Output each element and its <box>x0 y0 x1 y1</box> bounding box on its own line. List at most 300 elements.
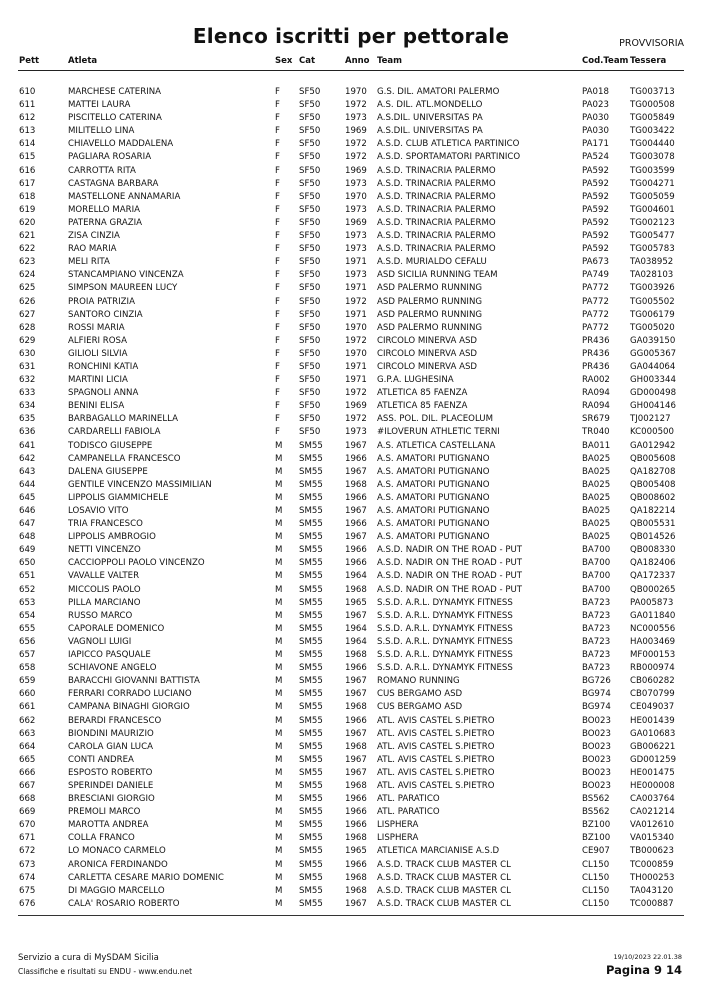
cell-anno: 1967 <box>345 610 367 621</box>
cell-team: A.S.D. TRINACRIA PALERMO <box>377 217 496 228</box>
cell-cat: SM55 <box>299 689 323 700</box>
cell-pett: 653 <box>19 597 36 608</box>
cell-cat: SM55 <box>299 807 323 818</box>
cell-cod-team: BA700 <box>582 584 611 595</box>
table-row <box>0 518 702 531</box>
cell-cod-team: CL150 <box>582 859 610 870</box>
cell-sex: F <box>275 231 280 242</box>
cell-anno: 1964 <box>345 623 367 634</box>
cell-pett: 672 <box>19 846 36 857</box>
table-row <box>0 296 702 309</box>
cell-atleta: ROSSI MARIA <box>68 322 125 333</box>
cell-tessera: CB060282 <box>630 676 675 687</box>
cell-pett: 636 <box>19 427 36 438</box>
cell-tessera: TG004601 <box>630 204 675 215</box>
cell-cod-team: BA025 <box>582 492 611 503</box>
cell-tessera: HE000008 <box>630 780 675 791</box>
cell-pett: 669 <box>19 807 36 818</box>
cell-atleta: BARACCHI GIOVANNI BATTISTA <box>68 676 200 687</box>
cell-cod-team: BS562 <box>582 794 610 805</box>
cell-cat: SM55 <box>299 479 323 490</box>
table-row <box>0 649 702 662</box>
cell-cat: SF50 <box>299 204 321 215</box>
cell-sex: F <box>275 335 280 346</box>
cell-team: S.S.D. A.R.L. DYNAMYK FITNESS <box>377 636 513 647</box>
col-header-cat: Cat <box>299 56 316 66</box>
cell-team: A.S.D. NADIR ON THE ROAD - PUT <box>377 558 523 569</box>
cell-cat: SF50 <box>299 270 321 281</box>
cell-tessera: TA028103 <box>630 270 674 281</box>
cell-team: G.P.A. LUGHESINA <box>377 375 454 386</box>
cell-pett: 627 <box>19 309 36 320</box>
status-label: PROVVISORIA <box>619 38 684 49</box>
cell-anno: 1967 <box>345 728 367 739</box>
cell-cod-team: BA700 <box>582 545 611 556</box>
table-row <box>0 610 702 623</box>
footer-datetime: 19/10/2023 22.01.38 <box>613 953 682 961</box>
cell-sex: M <box>275 741 283 752</box>
cell-sex: M <box>275 479 283 490</box>
cell-pett: 621 <box>19 231 36 242</box>
cell-team: ASS. POL. DIL. PLACEOLUM <box>377 414 494 425</box>
cell-pett: 618 <box>19 191 36 202</box>
table-row <box>0 531 702 544</box>
cell-cat: SM55 <box>299 584 323 595</box>
cell-atleta: CALA' ROSARIO ROBERTO <box>68 898 180 909</box>
cell-sex: F <box>275 296 280 307</box>
cell-atleta: GENTILE VINCENZO MASSIMILIAN <box>68 479 212 490</box>
cell-tessera: CA003764 <box>630 794 675 805</box>
cell-anno: 1973 <box>345 113 367 124</box>
cell-cat: SM55 <box>299 898 323 909</box>
col-header-atleta: Atleta <box>68 56 98 66</box>
cell-team: S.S.D. A.R.L. DYNAMYK FITNESS <box>377 597 513 608</box>
cell-team: ROMANO RUNNING <box>377 676 460 687</box>
cell-pett: 659 <box>19 676 36 687</box>
cell-atleta: MILITELLO LINA <box>68 126 135 137</box>
cell-pett: 628 <box>19 322 36 333</box>
cell-anno: 1968 <box>345 650 367 661</box>
cell-atleta: PISCITELLO CATERINA <box>68 113 162 124</box>
cell-pett: 670 <box>19 820 36 831</box>
cell-cat: SM55 <box>299 741 323 752</box>
cell-sex: M <box>275 519 283 530</box>
cell-cod-team: BA700 <box>582 571 611 582</box>
cell-cat: SM55 <box>299 558 323 569</box>
cell-team: A.S.D. MURIALDO CEFALU <box>377 257 487 268</box>
table-row <box>0 832 702 845</box>
cell-tessera: HE001439 <box>630 715 675 726</box>
cell-cod-team: BA025 <box>582 519 611 530</box>
cell-pett: 631 <box>19 361 36 372</box>
cell-atleta: PROIA PATRIZIA <box>68 296 135 307</box>
table-row <box>0 125 702 138</box>
cell-tessera: TG005059 <box>630 191 675 202</box>
cell-pett: 610 <box>19 87 36 97</box>
cell-pett: 648 <box>19 532 36 543</box>
cell-team: A.S. AMATORI PUTIGNANO <box>377 532 490 543</box>
cell-sex: M <box>275 859 283 870</box>
cell-sex: M <box>275 597 283 608</box>
table-row <box>0 112 702 125</box>
cell-atleta: ALFIERI ROSA <box>68 335 128 346</box>
table-row <box>0 256 702 269</box>
cell-cod-team: CL150 <box>582 885 610 896</box>
cell-pett: 668 <box>19 794 36 805</box>
cell-cod-team: PA592 <box>582 244 609 255</box>
cell-sex: F <box>275 204 280 215</box>
cell-atleta: CONTI ANDREA <box>68 754 134 765</box>
cell-sex: M <box>275 754 283 765</box>
table-row <box>0 309 702 322</box>
cell-team: G.S. DIL. AMATORI PALERMO <box>377 87 500 97</box>
cell-sex: M <box>275 846 283 857</box>
cell-tessera: QA172337 <box>630 571 676 582</box>
cell-team: S.S.D. A.R.L. DYNAMYK FITNESS <box>377 623 513 634</box>
cell-team: ASD PALERMO RUNNING <box>377 309 483 320</box>
cell-team: ASD SICILIA RUNNING TEAM <box>377 270 498 281</box>
cell-sex: F <box>275 244 280 255</box>
cell-tessera: QB014526 <box>630 532 676 543</box>
cell-anno: 1964 <box>345 571 367 582</box>
cell-tessera: HE001475 <box>630 767 675 778</box>
cell-pett: 615 <box>19 152 36 163</box>
cell-sex: M <box>275 676 283 687</box>
cell-tessera: TG005783 <box>630 244 675 255</box>
cell-atleta: VAVALLE VALTER <box>68 571 140 582</box>
cell-atleta: FERRARI CORRADO LUCIANO <box>68 689 192 700</box>
cell-atleta: SPAGNOLI ANNA <box>68 388 139 399</box>
cell-anno: 1971 <box>345 283 367 294</box>
table-row <box>0 898 702 911</box>
cell-pett: 645 <box>19 492 36 503</box>
table-row <box>0 754 702 767</box>
cell-sex: F <box>275 414 280 425</box>
cell-team: A.S.D. NADIR ON THE ROAD - PUT <box>377 584 523 595</box>
cell-atleta: MICCOLIS PAOLO <box>68 584 141 595</box>
cell-cod-team: BO023 <box>582 767 611 778</box>
cell-atleta: CARDARELLI FABIOLA <box>68 427 161 438</box>
cell-pett: 674 <box>19 872 36 883</box>
cell-atleta: ZISA CINZIA <box>68 231 120 242</box>
cell-pett: 629 <box>19 335 36 346</box>
cell-cod-team: RA002 <box>582 375 610 386</box>
cell-sex: F <box>275 217 280 228</box>
cell-anno: 1968 <box>345 780 367 791</box>
cell-atleta: LIPPOLIS AMBROGIO <box>68 532 156 543</box>
table-row <box>0 701 702 714</box>
table-row <box>0 217 702 230</box>
cell-pett: 644 <box>19 479 36 490</box>
cell-team: CIRCOLO MINERVA ASD <box>377 361 478 372</box>
cell-cat: SF50 <box>299 244 321 255</box>
cell-tessera: TG005020 <box>630 322 675 333</box>
cell-pett: 625 <box>19 283 36 294</box>
cell-team: A.S.D. TRINACRIA PALERMO <box>377 178 496 189</box>
cell-sex: M <box>275 807 283 818</box>
cell-tessera: TA043120 <box>630 885 674 896</box>
cell-anno: 1967 <box>345 754 367 765</box>
cell-team: ATLETICA 85 FAENZA <box>377 388 468 399</box>
col-header-team: Team <box>377 56 403 66</box>
cell-sex: M <box>275 440 283 451</box>
cell-pett: 657 <box>19 650 36 661</box>
cell-sex: F <box>275 427 280 438</box>
cell-sex: M <box>275 610 283 621</box>
cell-cod-team: BO023 <box>582 715 611 726</box>
cell-sex: F <box>275 309 280 320</box>
cell-cat: SM55 <box>299 833 323 844</box>
cell-pett: 623 <box>19 257 36 268</box>
cell-tessera: TG005849 <box>630 113 675 124</box>
cell-cat: SM55 <box>299 519 323 530</box>
cell-pett: 652 <box>19 584 36 595</box>
cell-team: A.S. DIL. ATL.MONDELLO <box>377 100 483 111</box>
cell-cod-team: PA749 <box>582 270 609 281</box>
cell-tessera: VA015340 <box>630 833 675 844</box>
cell-sex: F <box>275 152 280 163</box>
cell-sex: M <box>275 833 283 844</box>
cell-sex: F <box>275 257 280 268</box>
cell-atleta: PILLA MARCIANO <box>68 597 141 608</box>
cell-tessera: GH004146 <box>630 401 676 412</box>
cell-pett: 660 <box>19 689 36 700</box>
cell-tessera: TG003713 <box>630 87 675 97</box>
table-row <box>0 741 702 754</box>
cell-pett: 664 <box>19 741 36 752</box>
cell-pett: 647 <box>19 519 36 530</box>
cell-sex: F <box>275 87 280 97</box>
cell-tessera: RB000974 <box>630 663 675 674</box>
cell-cod-team: BA723 <box>582 623 611 634</box>
cell-tessera: CA021214 <box>630 807 675 818</box>
cell-sex: F <box>275 361 280 372</box>
cell-team: A.S.D. TRACK CLUB MASTER CL <box>377 885 511 896</box>
cell-cat: SF50 <box>299 257 321 268</box>
cell-atleta: CHIAVELLO MADDALENA <box>68 139 174 150</box>
table-row <box>0 165 702 178</box>
cell-sex: M <box>275 728 283 739</box>
cell-pett: 619 <box>19 204 36 215</box>
cell-anno: 1966 <box>345 545 367 556</box>
cell-cat: SM55 <box>299 754 323 765</box>
cell-cod-team: BG726 <box>582 676 611 687</box>
cell-cod-team: BO023 <box>582 780 611 791</box>
table-row <box>0 767 702 780</box>
footer-divider <box>18 915 684 916</box>
table-row <box>0 570 702 583</box>
cell-team: ATL. AVIS CASTEL S.PIETRO <box>377 767 495 778</box>
cell-cod-team: BZ100 <box>582 820 611 831</box>
cell-cat: SM55 <box>299 466 323 477</box>
cell-atleta: CAMPANELLA FRANCESCO <box>68 453 181 464</box>
cell-sex: M <box>275 492 283 503</box>
cell-anno: 1973 <box>345 427 367 438</box>
cell-sex: F <box>275 100 280 111</box>
cell-team: ATL. AVIS CASTEL S.PIETRO <box>377 780 495 791</box>
cell-team: LISPHERA <box>377 833 419 844</box>
cell-atleta: MORELLO MARIA <box>68 204 141 215</box>
cell-sex: M <box>275 506 283 516</box>
table-row <box>0 138 702 151</box>
cell-team: S.S.D. A.R.L. DYNAMYK FITNESS <box>377 663 513 674</box>
cell-cat: SM55 <box>299 872 323 883</box>
cell-tessera: MF000153 <box>630 650 676 661</box>
cell-anno: 1972 <box>345 296 367 307</box>
cell-sex: F <box>275 401 280 412</box>
cell-atleta: MARCHESE CATERINA <box>68 87 162 97</box>
cell-pett: 614 <box>19 139 36 150</box>
cell-anno: 1968 <box>345 833 367 844</box>
table-row <box>0 466 702 479</box>
cell-anno: 1969 <box>345 165 367 176</box>
cell-atleta: SCHIAVONE ANGELO <box>68 663 157 674</box>
cell-pett: 650 <box>19 558 36 569</box>
cell-anno: 1972 <box>345 388 367 399</box>
table-row <box>0 715 702 728</box>
cell-atleta: COLLA FRANCO <box>68 833 135 844</box>
cell-pett: 666 <box>19 767 36 778</box>
cell-cat: SF50 <box>299 217 321 228</box>
table-row <box>0 243 702 256</box>
cell-anno: 1973 <box>345 204 367 215</box>
cell-pett: 617 <box>19 178 36 189</box>
cell-cat: SF50 <box>299 348 321 359</box>
col-header-sex: Sex <box>275 56 293 66</box>
cell-anno: 1965 <box>345 846 367 857</box>
cell-cat: SM55 <box>299 794 323 805</box>
cell-pett: 671 <box>19 833 36 844</box>
cell-cat: SF50 <box>299 231 321 242</box>
table-row <box>0 269 702 282</box>
cell-sex: F <box>275 126 280 137</box>
cell-anno: 1970 <box>345 191 367 202</box>
table-row <box>0 675 702 688</box>
table-row <box>0 361 702 374</box>
cell-tessera: QB005531 <box>630 519 676 530</box>
cell-tessera: GA012942 <box>630 440 676 451</box>
cell-cat: SM55 <box>299 623 323 634</box>
cell-sex: M <box>275 794 283 805</box>
table-row <box>0 99 702 112</box>
table-row <box>0 597 702 610</box>
cell-tessera: TG000508 <box>630 100 675 111</box>
cell-cat: SM55 <box>299 506 323 516</box>
cell-anno: 1966 <box>345 794 367 805</box>
cell-cat: SM55 <box>299 453 323 464</box>
cell-anno: 1966 <box>345 859 367 870</box>
cell-atleta: TODISCO GIUSEPPE <box>68 440 153 451</box>
cell-anno: 1968 <box>345 885 367 896</box>
cell-atleta: GILIOLI SILVIA <box>68 348 128 359</box>
cell-pett: 655 <box>19 623 36 634</box>
table-row <box>0 557 702 570</box>
cell-atleta: IAPICCO PASQUALE <box>68 650 151 661</box>
cell-cat: SM55 <box>299 715 323 726</box>
cell-tessera: GA010683 <box>630 728 676 739</box>
cell-tessera: QB005408 <box>630 479 676 490</box>
table-row <box>0 505 702 518</box>
cell-team: #ILOVERUN ATHLETIC TERNI <box>377 427 500 438</box>
cell-cat: SM55 <box>299 636 323 647</box>
cell-team: A.S.D. NADIR ON THE ROAD - PUT <box>377 545 523 556</box>
cell-atleta: RUSSO MARCO <box>68 610 133 621</box>
cell-cod-team: BA025 <box>582 453 611 464</box>
cell-cod-team: BA723 <box>582 597 611 608</box>
cell-tessera: QA182214 <box>630 506 676 516</box>
cell-pett: 646 <box>19 506 36 516</box>
cell-team: A.S.D. SPORTAMATORI PARTINICO <box>377 152 521 163</box>
cell-cat: SF50 <box>299 283 321 294</box>
cell-cat: SF50 <box>299 191 321 202</box>
cell-cod-team: PA592 <box>582 217 609 228</box>
cell-atleta: RONCHINI KATIA <box>68 361 139 372</box>
cell-sex: M <box>275 767 283 778</box>
cell-anno: 1967 <box>345 466 367 477</box>
cell-team: CIRCOLO MINERVA ASD <box>377 335 478 346</box>
cell-team: CUS BERGAMO ASD <box>377 702 463 713</box>
cell-cat: SF50 <box>299 401 321 412</box>
cell-cod-team: PA592 <box>582 191 609 202</box>
cell-sex: F <box>275 113 280 124</box>
cell-pett: 661 <box>19 702 36 713</box>
cell-anno: 1968 <box>345 479 367 490</box>
cell-cod-team: PA673 <box>582 257 609 268</box>
cell-team: A.S.DIL. UNIVERSITAS PA <box>377 126 483 137</box>
cell-tessera: TG006179 <box>630 309 675 320</box>
cell-cat: SM55 <box>299 767 323 778</box>
cell-pett: 663 <box>19 728 36 739</box>
table-row <box>0 636 702 649</box>
cell-cod-team: SR679 <box>582 414 610 425</box>
table-row <box>0 230 702 243</box>
cell-sex: F <box>275 139 280 150</box>
table-row <box>0 453 702 466</box>
footer-results-link: Classifiche e risultati su ENDU - www.endu.net <box>18 967 193 976</box>
table-row <box>0 793 702 806</box>
cell-team: ASD PALERMO RUNNING <box>377 283 483 294</box>
cell-tessera: TC000887 <box>630 898 674 909</box>
cell-cod-team: PA592 <box>582 204 609 215</box>
cell-team: A.S. AMATORI PUTIGNANO <box>377 479 490 490</box>
cell-pett: 656 <box>19 636 36 647</box>
cell-cod-team: PR436 <box>582 335 610 346</box>
cell-cod-team: PR436 <box>582 361 610 372</box>
cell-cat: SM55 <box>299 440 323 451</box>
cell-anno: 1971 <box>345 257 367 268</box>
cell-cod-team: RA094 <box>582 401 610 412</box>
cell-anno: 1969 <box>345 401 367 412</box>
cell-cod-team: BO023 <box>582 741 611 752</box>
cell-team: A.S. AMATORI PUTIGNANO <box>377 506 490 516</box>
entries-table <box>0 86 702 911</box>
cell-team: A.S.D. TRINACRIA PALERMO <box>377 204 496 215</box>
cell-team: A.S.D. TRACK CLUB MASTER CL <box>377 898 511 909</box>
cell-anno: 1969 <box>345 217 367 228</box>
cell-cat: SF50 <box>299 309 321 320</box>
cell-cod-team: PA030 <box>582 126 609 137</box>
cell-pett: 658 <box>19 663 36 674</box>
cell-tessera: VA012610 <box>630 820 675 831</box>
cell-sex: M <box>275 715 283 726</box>
cell-anno: 1967 <box>345 440 367 451</box>
table-row <box>0 400 702 413</box>
cell-tessera: TH000253 <box>630 872 675 883</box>
cell-pett: 635 <box>19 414 36 425</box>
cell-cat: SM55 <box>299 820 323 831</box>
cell-anno: 1966 <box>345 820 367 831</box>
cell-sex: M <box>275 636 283 647</box>
